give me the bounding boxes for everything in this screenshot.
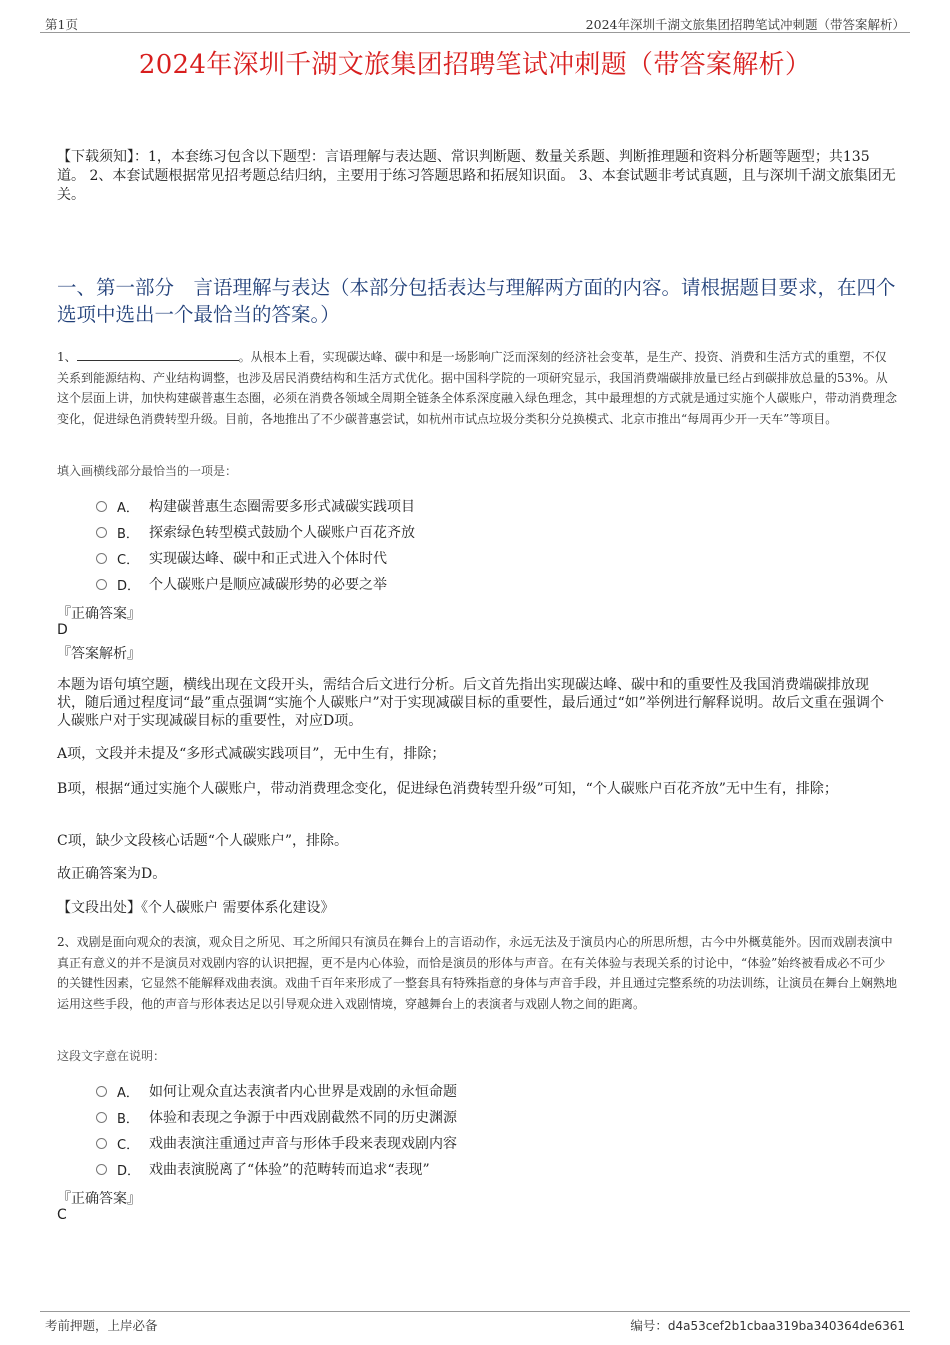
radio-icon[interactable] — [96, 527, 107, 538]
option-d[interactable] — [96, 1156, 876, 1182]
radio-icon[interactable] — [96, 501, 107, 512]
answer-value: D — [57, 622, 68, 638]
radio-icon[interactable] — [96, 1138, 107, 1149]
footer-code-value: d4a53cef2b1cbaa319ba340364de6361 — [667, 1319, 905, 1333]
radio-icon[interactable] — [96, 1086, 107, 1097]
question-2-options — [96, 1078, 876, 1182]
analysis-conclusion: 故正确答案为D。 — [57, 866, 167, 882]
option-text: 戏曲表演脱离了“体验”的范畴转而追求“表现” — [149, 1162, 430, 1178]
question-2-prompt: 这段文字意在说明： — [57, 1049, 166, 1063]
footer-code-label: 编号： — [630, 1318, 668, 1333]
option-letter: A． — [117, 1085, 139, 1101]
option-letter: B． — [117, 526, 139, 542]
answer-label: 『正确答案』 — [57, 606, 141, 622]
analysis-paragraph: 本题为语句填空题，横线出现在文段开头，需结合后文进行分析。后文首先指出实现碳达峰、碳中和的重要性及我国消费端碳排放现状，随后通过程度词“最”重点强调“实施个人碳账户”对于实现减碳目标的重要性，最后通过“如”举例进行解释说明。故后文重在强调个人碳账户对于实现减碳目标的重要性，对应D项。 — [57, 677, 884, 729]
question-1-options — [96, 493, 876, 597]
option-b[interactable] — [96, 519, 876, 545]
option-text: 如何让观众直达表演者内心世界是戏剧的永恒命题 — [149, 1084, 457, 1100]
option-c[interactable] — [96, 1130, 876, 1156]
footer-slogan: 考前押题，上岸必备 — [45, 1318, 158, 1333]
analysis-option-b: B项，根据“通过实施个人碳账户，带动消费理念变化，促进绿色消费转型升级”可知，“个人碳账户百花齐放”无中生有，排除； — [57, 781, 838, 797]
fill-blank — [77, 348, 239, 361]
question-2-text: 2、戏剧是面向观众的表演，观众目之所见、耳之所闻只有演员在舞台上的言语动作，永远无法及于演员内心的所思所想，古今中外概莫能外。因而戏剧表演中真正有意义的并不是演员对戏剧内容的认识把握，更不是内心体验，而恰是演员的形体与声音。在有关体验与表现关系的讨论中，“体验”始终被看成必不可少的关键性因素，它显然不能解释戏曲表演。戏曲千百年来形成了一整套具有特殊指意的身体与声音手段，并且通过完整系统的功法训练，让演员在舞台上娴熟地运用这些手段，他的声音与形体表达足以引导观众进入戏剧情境，穿越舞台上的表演者与戏剧人物之间的距离。 — [57, 935, 898, 1011]
option-text: 构建碳普惠生态圈需要多形式减碳实践项目 — [149, 499, 415, 515]
footer-code — [630, 1316, 905, 1334]
document-title: 2024年深圳千湖文旅集团招聘笔试冲刺题（带答案解析） — [138, 50, 812, 80]
radio-icon[interactable] — [96, 1112, 107, 1123]
answer-value: C — [57, 1207, 67, 1223]
page-footer — [40, 1311, 910, 1336]
radio-icon[interactable] — [96, 1164, 107, 1175]
option-letter: D． — [117, 578, 141, 594]
question-1-prompt: 填入画横线部分最恰当的一项是： — [57, 464, 238, 478]
download-notice: 【下载须知】：1，本套练习包含以下题型：言语理解与表达题、常识判断题、数量关系题、判断推理题和资料分析题等题型；共135道。 2、本套试题根据常见招考题总结归纳，主要用于练习答题思路和拓展知识面。 3、本套试题非考试真题，且与深圳千湖文旅集团无关。 — [57, 149, 896, 203]
option-text: 探索绿色转型模式鼓励个人碳账户百花齐放 — [149, 525, 415, 541]
page-number: 第1页 — [45, 17, 78, 32]
option-letter: C． — [117, 552, 140, 568]
analysis-option-a: A项，文段并未提及“多形式减碳实践项目”，无中生有，排除； — [57, 746, 446, 762]
section-title: 一、第一部分 言语理解与表达（本部分包括表达与理解两方面的内容。请根据题目要求，在四个选项中选出一个最恰当的答案。） — [57, 276, 896, 326]
text-source: 【文段出处】《个人碳账户 需要体系化建设》 — [57, 900, 335, 916]
radio-icon[interactable] — [96, 579, 107, 590]
page-header — [40, 10, 910, 33]
option-text: 个人碳账户是顺应减碳形势的必要之举 — [149, 577, 387, 593]
answer-label: 『正确答案』 — [57, 1191, 141, 1207]
option-b[interactable] — [96, 1104, 876, 1130]
option-text: 实现碳达峰、碳中和正式进入个体时代 — [149, 551, 387, 567]
option-a[interactable] — [96, 1078, 876, 1104]
question-1-body: 。从根本上看，实现碳达峰、碳中和是一场影响广泛而深刻的经济社会变革，是生产、投资、消费和生活方式的重塑，不仅关系到能源结构、产业结构调整，也涉及居民消费结构和生活方式优化。据中国科学院的一项研究显示，我国消费端碳排放量已经占到碳排放总量的53%。从这个层面上讲，加快构建碳普惠生态圈，必须在消费各领域全周期全链条全体系深度融入绿色理念，其中最理想的方式就是通过实施个人碳账户，带动消费理念变化，促进绿色消费转型升级。目前，各地推出了不少碳普惠尝试，如杭州市试点垃圾分类积分兑换模式、北京市推出“每周再少开一天车”等项目。 — [57, 350, 898, 426]
radio-icon[interactable] — [96, 553, 107, 564]
option-letter: C． — [117, 1137, 140, 1153]
analysis-label: 『答案解析』 — [57, 646, 141, 662]
option-d[interactable] — [96, 571, 876, 597]
header-doc-title: 2024年深圳千湖文旅集团招聘笔试冲刺题（带答案解析） — [585, 17, 905, 32]
question-1-text — [57, 347, 897, 429]
option-c[interactable] — [96, 545, 876, 571]
option-letter: B． — [117, 1111, 139, 1127]
option-a[interactable] — [96, 493, 876, 519]
option-text: 戏曲表演注重通过声音与形体手段来表现戏剧内容 — [149, 1136, 457, 1152]
option-letter: D． — [117, 1163, 141, 1179]
analysis-option-c: C项，缺少文段核心话题“个人碳账户”，排除。 — [57, 833, 349, 849]
option-text: 体验和表现之争源于中西戏剧截然不同的历史渊源 — [149, 1110, 457, 1126]
question-1-number: 1、 — [57, 350, 77, 364]
option-letter: A． — [117, 500, 139, 516]
